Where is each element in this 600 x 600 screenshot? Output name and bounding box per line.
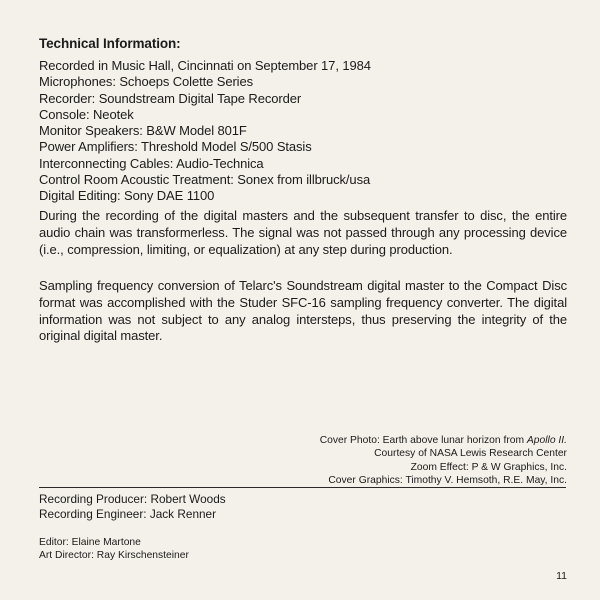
spec-recording-venue: Recorded in Music Hall, Cincinnati on September 17, 1984: [39, 58, 371, 73]
credit-cover-graphics: Cover Graphics: Timothy V. Hemsoth, R.E. May, Inc.: [328, 474, 567, 486]
spec-monitor-speakers: Monitor Speakers: B&W Model 801F: [39, 123, 247, 139]
spec-power-amplifiers: Power Amplifiers: Threshold Model S/500 Stasis: [39, 139, 312, 155]
spec-microphones: Microphones: Schoeps Colette Series: [39, 74, 254, 90]
spec-acoustic-treatment: Control Room Acoustic Treatment: Sonex from illbruck/usa: [39, 172, 371, 188]
divider-rule: [39, 487, 566, 488]
spec-recorder: Recorder: Soundstream Digital Tape Recorder: [39, 90, 302, 106]
staff-producer: Recording Producer: Robert Woods: [39, 492, 226, 506]
section-heading: Technical Information:: [39, 36, 181, 51]
staff-art-director: Art Director: Ray Kirschensteiner: [39, 550, 189, 562]
spec-console: Console: Neotek: [39, 106, 134, 122]
credit-cover-photo-text: Cover Photo: Earth above lunar horizon from: [319, 435, 527, 446]
technical-specs-list: [39, 58, 579, 205]
editorial-staff: [39, 536, 189, 563]
credit-zoom-effect: Zoom Effect: P & W Graphics, Inc.: [410, 461, 567, 473]
paragraph-sampling-conversion: Sampling frequency conversion of Telarc's Soundstream digital master to the Compact Disc format was accomplished with the Studer SFC-16 sampling frequency converter. The digital information was not subject to any analog intersteps, thus preserving the integrity of the original digital master.: [39, 278, 567, 344]
credit-mission-name: Apollo II.: [526, 435, 567, 446]
recording-staff: [39, 492, 226, 522]
credit-cover-photo: [320, 434, 567, 447]
credit-courtesy: Courtesy of NASA Lewis Research Center: [374, 448, 567, 460]
cover-credits: [320, 434, 567, 487]
spec-interconnecting-cables: Interconnecting Cables: Audio-Technica: [39, 155, 264, 171]
staff-editor: Editor: Elaine Martone: [39, 537, 141, 548]
page-number: 11: [556, 570, 567, 582]
paragraph-audio-chain: During the recording of the digital masters and the subsequent transfer to disc, the entire audio chain was transformerless. The signal was not passed through any processing device (i.e., compression, limiting, or equalization) at any step during production.: [39, 208, 567, 257]
staff-engineer: Recording Engineer: Jack Renner: [39, 507, 217, 521]
spec-digital-editing: Digital Editing: Sony DAE 1100: [39, 188, 215, 204]
